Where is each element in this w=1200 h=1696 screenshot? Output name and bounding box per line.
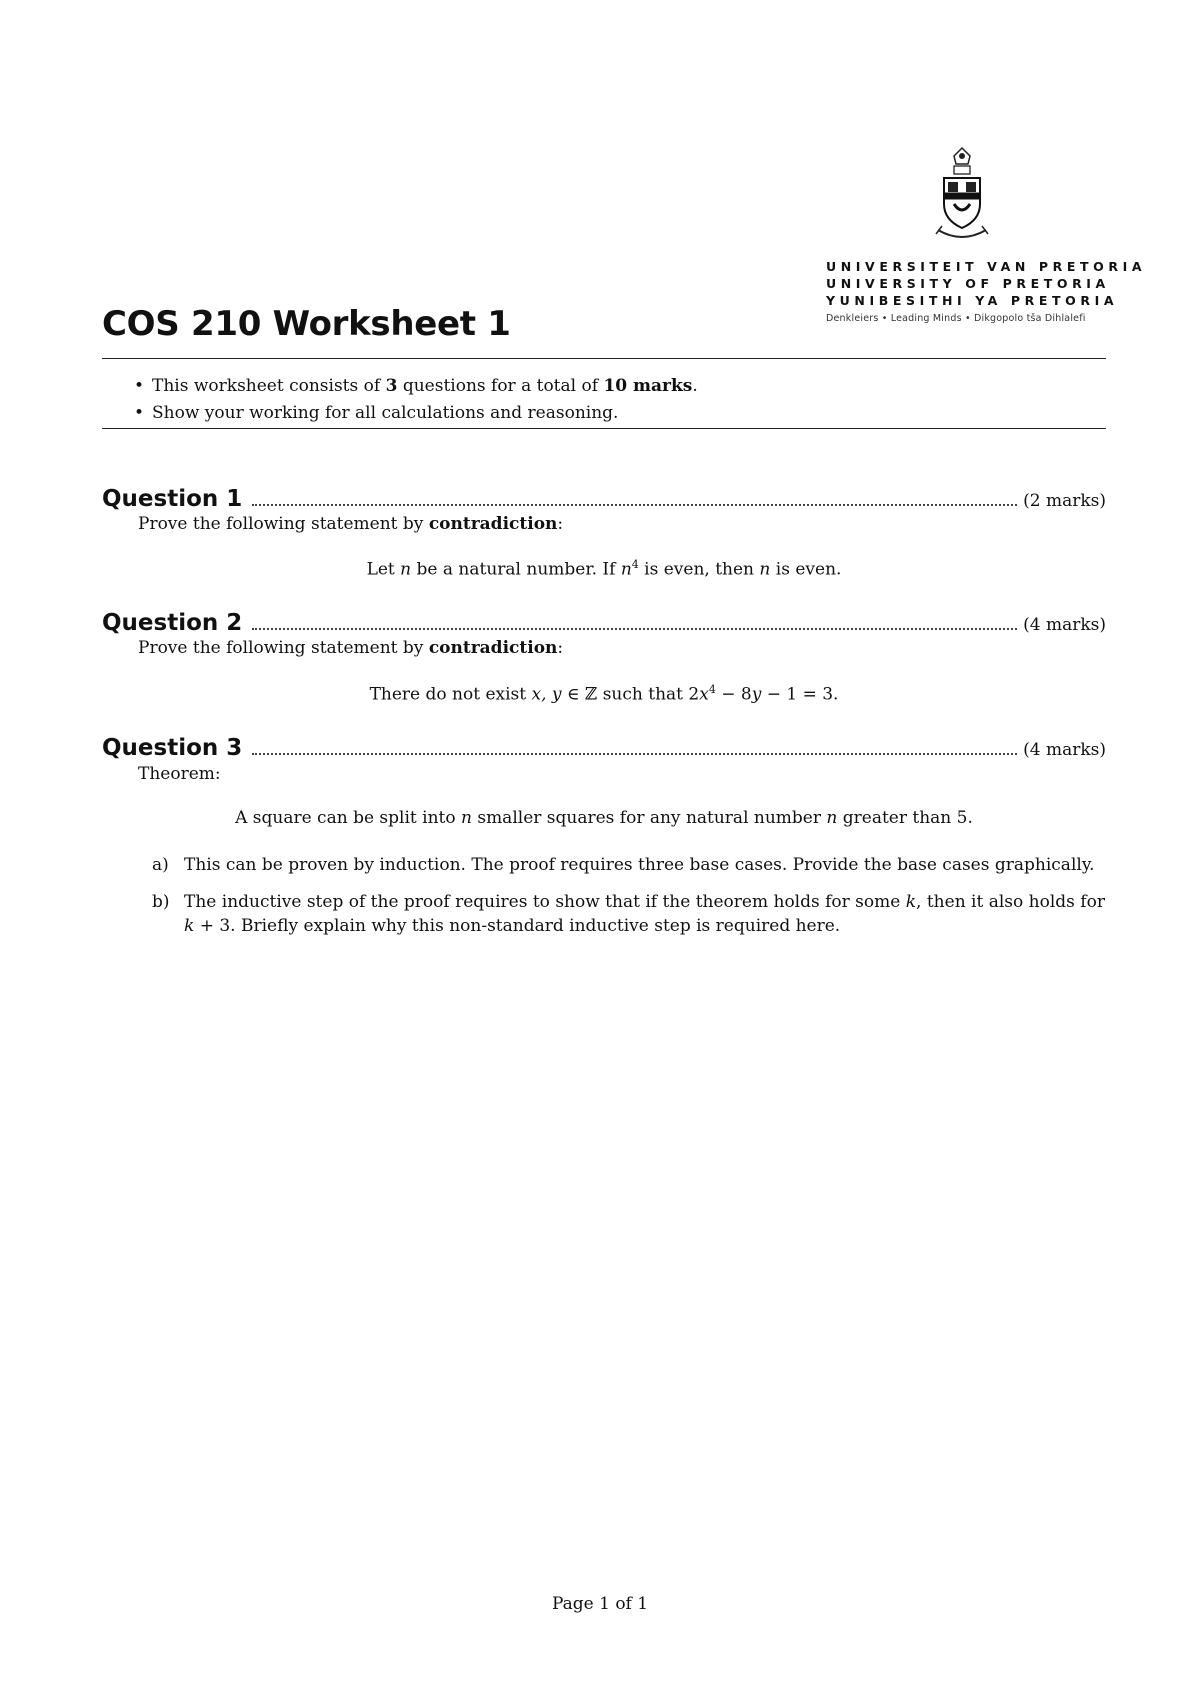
- question-1-intro: Prove the following statement by contradiction:: [138, 514, 564, 534]
- part-label: a): [152, 855, 169, 875]
- dot-leader: [252, 628, 1017, 630]
- question-3-marks: (4 marks): [1023, 740, 1106, 760]
- question-3-part-a: [152, 853, 1106, 877]
- dot-leader: [252, 753, 1017, 755]
- question-1-label: Question 1: [102, 486, 243, 512]
- dot-leader: [252, 504, 1017, 506]
- university-crest-icon: [932, 146, 992, 246]
- part-label: b): [152, 892, 170, 912]
- question-2-statement: There do not exist x, y ∈ ℤ such that $2x^4 - 8y - 1 = 3$.: [369, 683, 839, 705]
- question-2-marks: (4 marks): [1023, 615, 1106, 635]
- question-1-marks: (2 marks): [1023, 491, 1106, 511]
- university-name-english: UNIVERSITY OF PRETORIA: [826, 276, 1110, 291]
- page-title: COS 210 Worksheet 1: [102, 304, 511, 344]
- question-2-intro: Prove the following statement by contradiction:: [138, 638, 564, 658]
- university-name-sepedi: YUNIBESITHI YA PRETORIA: [826, 293, 1119, 308]
- question-2-label: Question 2: [102, 610, 243, 636]
- question-3-label: Question 3: [102, 735, 243, 761]
- page-number: Page 1 of 1: [551, 1594, 649, 1614]
- question-3-part-b: [152, 890, 1106, 938]
- instruction-item: • Show your working for all calculations and reasoning.: [134, 400, 698, 427]
- university-name-block: [826, 258, 1147, 324]
- part-text: This can be proven by induction. The proof requires three base cases. Provide the base cases graphically.: [184, 855, 1095, 875]
- university-name-afrikaans: UNIVERSITEIT VAN PRETORIA: [826, 259, 1147, 274]
- instructions-list: [134, 373, 698, 427]
- question-1-statement: Let n be a natural number. If $n^4$ is even, then n is even.: [366, 558, 842, 580]
- bottom-rule: [102, 428, 1106, 429]
- part-text: The inductive step of the proof requires to show that if the theorem holds for some k, then it also holds for k + 3. Briefly explain why this non-standard inductive step is required here.: [184, 892, 1105, 936]
- bullet-icon: •: [134, 376, 145, 396]
- question-3-intro: Theorem:: [138, 764, 221, 784]
- question-2-header: [102, 610, 1106, 636]
- question-3-header: [102, 735, 1106, 761]
- university-motto: Denkleiers • Leading Minds • Dikgopolo tša Dihlalefi: [826, 313, 1086, 324]
- bullet-icon: •: [134, 403, 145, 423]
- instruction-item: • This worksheet consists of 3 questions for a total of 10 marks.: [134, 373, 698, 400]
- top-rule: [102, 358, 1106, 359]
- question-1-header: [102, 486, 1106, 512]
- question-3-statement: A square can be split into n smaller squares for any natural number n greater than 5.: [235, 808, 973, 828]
